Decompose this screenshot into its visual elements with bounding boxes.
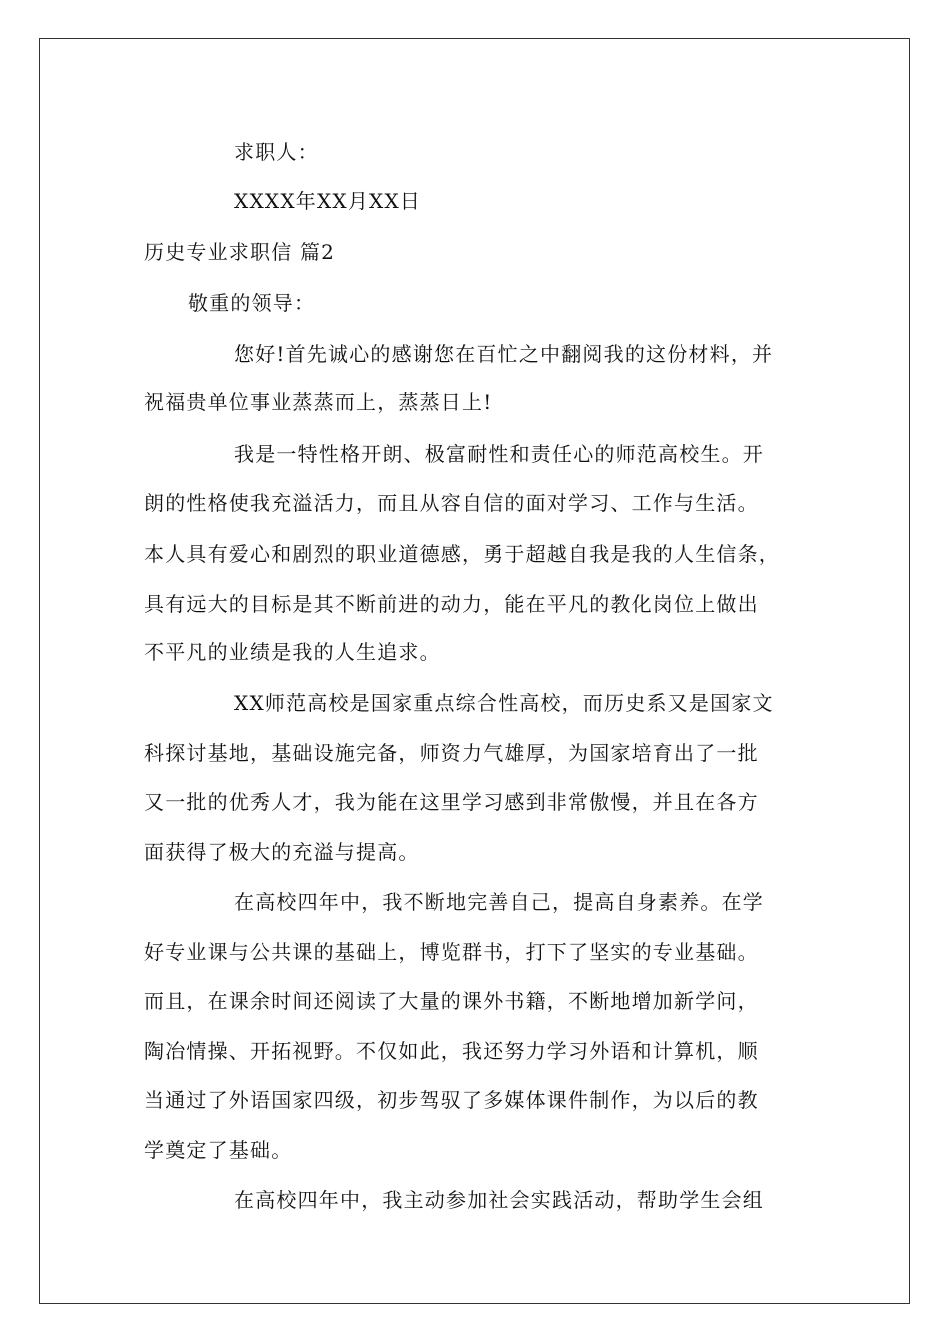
body-line: 我是一特性格开朗、极富耐性和责任心的师范高校生。开 [234, 442, 764, 466]
body-line: 学奠定了基础。 [144, 1138, 293, 1162]
page-border [39, 38, 910, 1304]
body-line: 祝福贵单位事业蒸蒸而上，蒸蒸日上! [144, 390, 493, 414]
body-line: 面获得了极大的充溢与提高。 [144, 840, 420, 864]
signature-label: 求职人： [234, 140, 319, 164]
letter-date: XXXX年XX月XX日 [234, 189, 422, 213]
salutation: 敬重的领导： [188, 291, 316, 315]
body-line: 本人具有爱心和剧烈的职业道德感，勇于超越自我是我的人生信条， [144, 542, 780, 566]
body-line: 不平凡的业绩是我的人生追求。 [144, 640, 441, 664]
body-line: 陶冶情操、开拓视野。不仅如此，我还努力学习外语和计算机，顺 [144, 1039, 759, 1063]
section-title: 历史专业求职信 篇2 [144, 240, 336, 264]
body-line: 在高校四年中，我不断地完善自己，提高自身素养。在学 [234, 890, 764, 914]
body-line: XX师范高校是国家重点综合性高校，而历史系又是国家文 [234, 691, 774, 715]
body-line: 科探讨基地，基础设施完备，师资力气雄厚，为国家培育出了一批 [144, 741, 759, 765]
body-line: 在高校四年中，我主动参加社会实践活动，帮助学生会组 [234, 1188, 764, 1212]
body-line: 又一批的优秀人才，我为能在这里学习感到非常傲慢，并且在各方 [144, 790, 759, 814]
body-line: 具有远大的目标是其不断前进的动力，能在平凡的教化岗位上做出 [144, 592, 759, 616]
body-line: 您好!首先诚心的感谢您在百忙之中翻阅我的这份材料，并 [234, 342, 774, 366]
body-line: 朗的性格使我充溢活力，而且从容自信的面对学习、工作与生活。 [144, 491, 759, 515]
body-line: 好专业课与公共课的基础上，博览群书，打下了坚实的专业基础。 [144, 940, 759, 964]
body-line: 而且，在课余时间还阅读了大量的课外书籍，不断地增加新学问， [144, 989, 759, 1013]
body-line: 当通过了外语国家四级，初步驾驭了多媒体课件制作，为以后的教 [144, 1088, 759, 1112]
